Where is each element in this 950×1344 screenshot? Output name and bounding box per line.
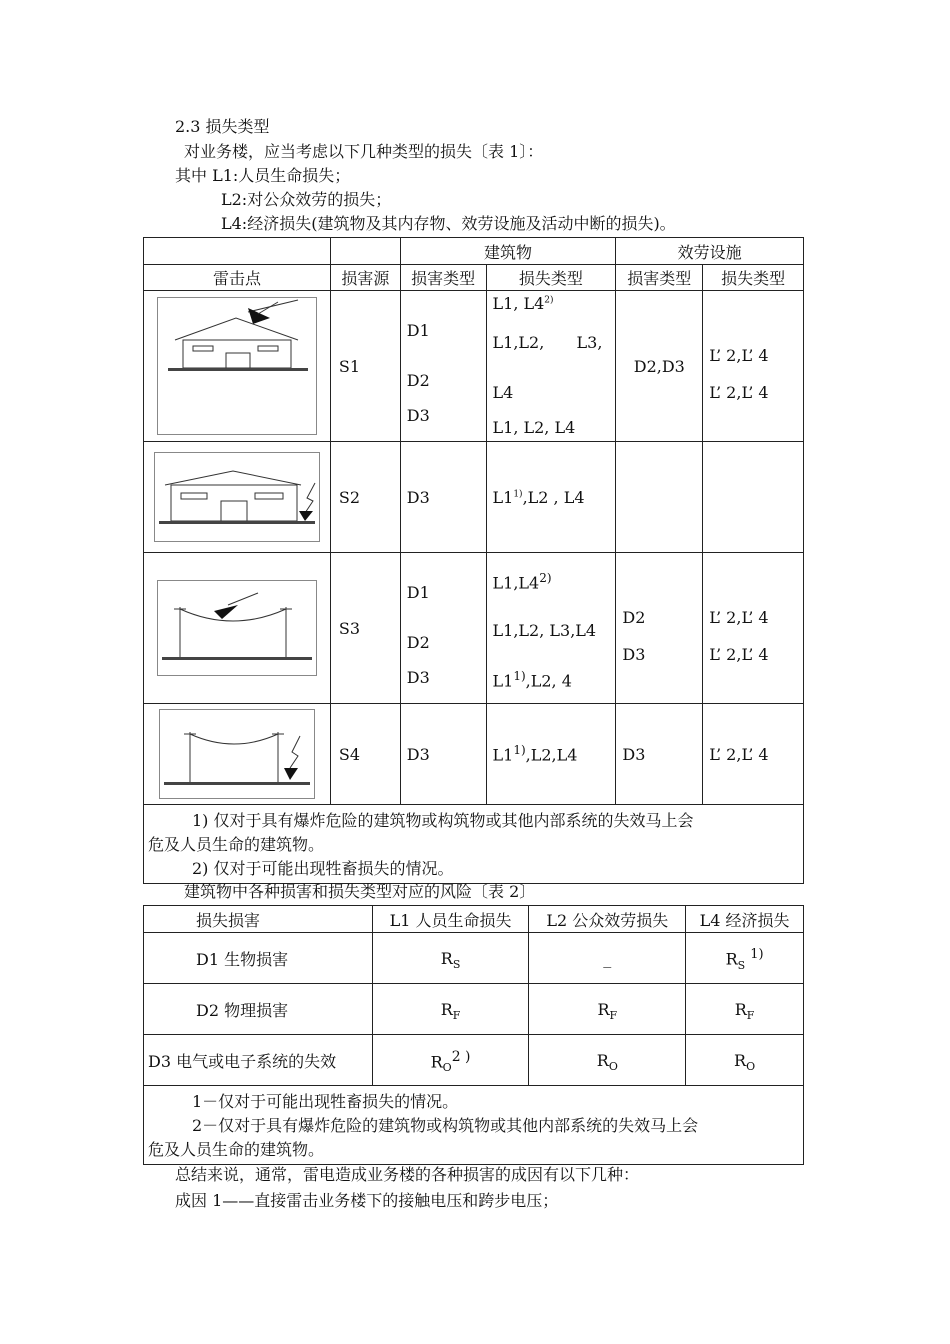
loss-text: L1, L2, L4 (492, 418, 576, 437)
risk-subscript: F (609, 1008, 618, 1022)
col-loss-type: 损失类型 (486, 265, 616, 291)
strike-image-s1 (144, 291, 331, 442)
risk-symbol: R (725, 949, 738, 969)
risk-symbol: R (734, 1050, 747, 1070)
damage-d3: D3 (400, 704, 486, 805)
damage-d3: D3 (406, 668, 430, 687)
risk-symbol: R (440, 948, 453, 968)
risk-subscript: O (746, 1059, 756, 1073)
loss-text: L1,L4 (492, 573, 540, 593)
col-l4: L4 经济损失 (686, 906, 804, 933)
service-loss: L’ 2,L’ 4 (709, 346, 769, 365)
loss-text: L1 (492, 745, 514, 765)
risk-subscript: S (452, 957, 461, 971)
damage-d1: D1 (406, 583, 430, 602)
table2-notes (144, 1086, 804, 1165)
loss-text: L4 (492, 383, 514, 402)
damage-d1: D1 (406, 321, 430, 340)
table-row (144, 553, 804, 704)
loss-text: L1,L2, L3,L4 (492, 621, 597, 640)
loss-l1: 其中 L1:人员生命损失； (175, 166, 351, 185)
group-building: 建筑物 (400, 238, 616, 265)
service-damage: D3 (616, 704, 703, 805)
loss-l2: L2:对公众效劳的损失； (221, 190, 392, 209)
damage-d3: D3 (400, 442, 486, 553)
footnote-ref: 1) (513, 743, 526, 758)
damage-d2: D2 (406, 371, 430, 390)
risk-subscript: O (442, 1061, 452, 1075)
col-loss-damage: 损失损害 (144, 906, 373, 933)
loss-l4: L4:经济损失(建筑物及其内存物、效劳设施及活动中断的损失)。 (221, 214, 676, 233)
footnote-ref: 2) (544, 295, 554, 306)
loss-text: L1 (492, 487, 514, 507)
loss-text: L3, (576, 333, 603, 352)
service-loss: L’ 2,L’ 4 (709, 383, 769, 402)
footnote-1: 1－仅对于可能出现牲畜损失的情况。 (192, 1092, 459, 1111)
col-service-loss-type: 损失类型 (703, 265, 804, 291)
risk-subscript: O (608, 1059, 618, 1073)
service-damage: D3 (622, 645, 646, 664)
service-loss: L’ 2,L’ 4 (703, 704, 804, 805)
loss-text: L1,L2, (492, 333, 545, 352)
risk-subscript: S (737, 958, 746, 972)
table-row (144, 442, 804, 553)
strike-image-s4 (144, 704, 331, 805)
strike-image-s2 (144, 442, 331, 553)
strike-image-s3 (144, 553, 331, 704)
risk-symbol: R (440, 999, 453, 1019)
risk-symbol: R (596, 1050, 609, 1070)
source-s3: S3 (330, 553, 400, 704)
col-l2: L2 公众效劳损失 (529, 906, 686, 933)
risk-symbol: R (430, 1052, 443, 1072)
building-side-strike-icon (155, 453, 319, 541)
row-label: D3 电气或电子系统的失效 (144, 1035, 373, 1086)
col-damage-type: 损害类型 (400, 265, 486, 291)
loss-text: ,L2,L4 (525, 745, 578, 765)
damage-d3: D3 (406, 406, 430, 425)
footnote-2: 2) 仅对于可能出现牲畜损失的情况。 (192, 859, 454, 878)
summary-text: 总结来说，通常，雷电造成业务楼的各种损害的成因有以下几种： (175, 1165, 640, 1184)
loss-text: L1 (492, 671, 514, 691)
footnote-ref: 2 ) (451, 1048, 471, 1065)
service-loss: L’ 2,L’ 4 (709, 645, 769, 664)
footnote-1: 1) 仅对于具有爆炸危险的建筑物或构筑物或其他内部系统的失效马上会 (192, 811, 694, 830)
table1-notes (144, 805, 804, 884)
table-row (144, 704, 804, 805)
loss-type-table (143, 237, 804, 884)
table-row (144, 1035, 804, 1086)
line-ground-strike-icon (160, 710, 314, 798)
source-s2: S2 (330, 442, 400, 553)
source-s4: S4 (330, 704, 400, 805)
table2-caption: 建筑物中各种损害和损失类型对应的风险〔表 2〕 (184, 882, 536, 901)
risk-symbol: R (597, 999, 610, 1019)
service-damage: D2,D3 (616, 291, 703, 442)
section-heading: 2.3 损失类型 (175, 117, 270, 136)
risk-subscript: F (746, 1008, 755, 1022)
col-l1: L1 人员生命损失 (372, 906, 529, 933)
overhead-line-strike-icon (158, 581, 316, 675)
service-damage: D2 (622, 608, 646, 627)
service-loss: L’ 2,L’ 4 (709, 608, 769, 627)
loss-text: ,L2 , L4 (522, 487, 585, 507)
table-row (144, 933, 804, 984)
group-service: 效劳设施 (616, 238, 804, 265)
damage-d2: D2 (406, 633, 430, 652)
row-label: D1 生物损害 (144, 933, 373, 984)
footnote-ref: 1) (513, 669, 526, 683)
col-strike-point: 雷击点 (144, 265, 331, 291)
loss-text: L1, L4 (492, 294, 545, 313)
footnote-ref: 2) (539, 571, 552, 585)
risk-symbol: R (734, 999, 747, 1019)
risk-subscript: F (452, 1008, 461, 1022)
risk-table (143, 905, 804, 1165)
source-s1: S1 (330, 291, 400, 442)
table-row (144, 984, 804, 1035)
row-label: D2 物理损害 (144, 984, 373, 1035)
intro-text: 对业务楼，应当考虑以下几种类型的损失〔表 1〕： (184, 142, 544, 161)
footnote-2: 2－仅对于具有爆炸危险的建筑物或构筑物或其他内部系统的失效马上会 (192, 1116, 699, 1135)
risk-empty: _ (529, 933, 686, 984)
footnote-2-cont: 危及人员生命的建筑物。 (148, 1140, 325, 1159)
loss-text: ,L2, 4 (525, 671, 572, 691)
col-service-damage-type: 损害类型 (616, 265, 703, 291)
footnote-ref: 1) (513, 489, 523, 500)
col-damage-source: 损害源 (330, 265, 400, 291)
footnote-1-cont: 危及人员生命的建筑物。 (148, 835, 325, 854)
cause-1: 成因 1——直接雷击业务楼下的接触电压和跨步电压； (175, 1191, 559, 1210)
building-roof-strike-icon (158, 298, 316, 434)
footnote-ref: 1) (750, 947, 764, 963)
table-row (144, 291, 804, 442)
